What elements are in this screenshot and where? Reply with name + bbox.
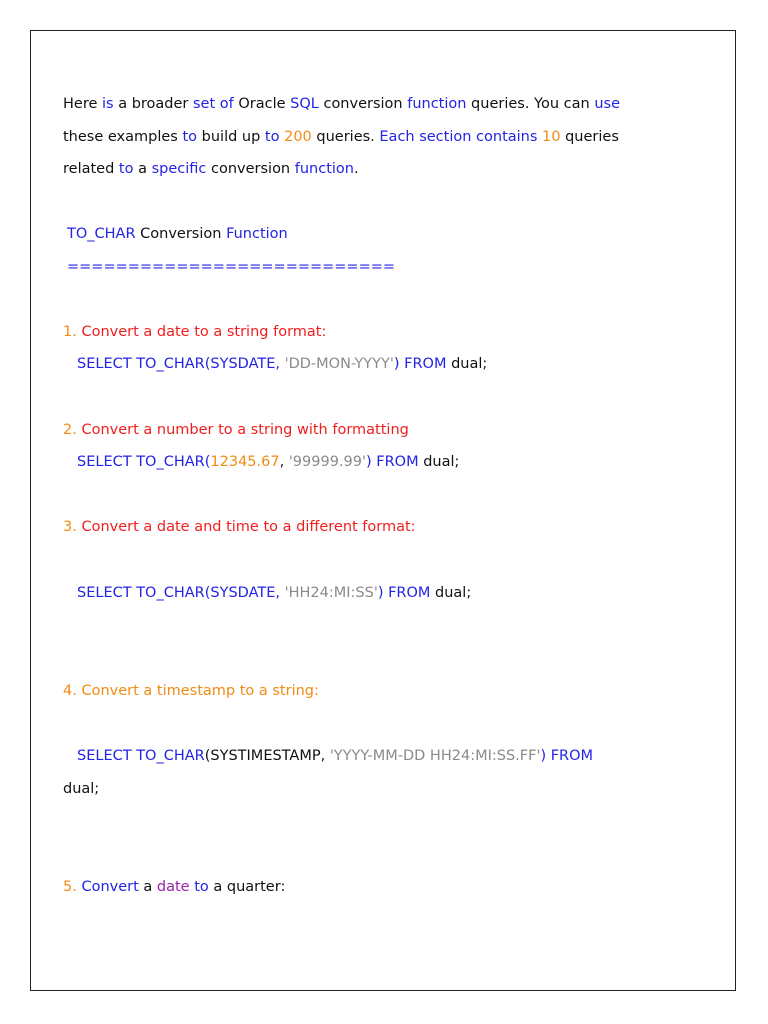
text-line bbox=[67, 257, 395, 277]
text-segment: conversion bbox=[318, 96, 408, 112]
text-segment: Convert bbox=[81, 879, 139, 895]
text-segment: to bbox=[264, 129, 280, 145]
text-line bbox=[77, 354, 487, 374]
text-segment: Convert a number to a string with formatting bbox=[76, 422, 409, 438]
text-segment: SELECT TO_CHAR(SYSDATE, bbox=[77, 585, 285, 601]
text-segment: to bbox=[118, 161, 134, 177]
text-segment: queries bbox=[560, 129, 619, 145]
text-segment: to bbox=[194, 879, 209, 895]
text-segment: 4. Convert a timestamp to a string: bbox=[63, 683, 319, 699]
text-segment: Conversion bbox=[135, 226, 227, 242]
text-segment: to bbox=[182, 129, 198, 145]
text-segment: dual; bbox=[446, 356, 488, 372]
text-segment: a quarter: bbox=[208, 879, 286, 895]
text-line bbox=[63, 159, 359, 179]
text-segment: a bbox=[133, 161, 152, 177]
text-line bbox=[63, 877, 285, 897]
text-segment: ) FROM bbox=[377, 585, 431, 601]
text-segment: Convert a date to a string format: bbox=[76, 324, 327, 340]
text-segment: set of bbox=[193, 96, 234, 112]
text-segment: dual; bbox=[63, 781, 100, 797]
text-line bbox=[77, 452, 459, 472]
text-segment: a bbox=[138, 879, 157, 895]
text-line bbox=[67, 224, 288, 244]
text-segment: Each section contains bbox=[379, 129, 538, 145]
text-segment: use bbox=[594, 96, 620, 112]
text-segment: queries. bbox=[311, 129, 380, 145]
text-segment: 2. bbox=[63, 422, 77, 438]
text-segment: '99999.99' bbox=[288, 454, 366, 470]
text-segment: date bbox=[156, 879, 190, 895]
text-segment: TO_CHAR bbox=[67, 226, 136, 242]
text-segment: SELECT TO_CHAR(SYSDATE, bbox=[77, 356, 285, 372]
text-line bbox=[63, 94, 620, 114]
text-line bbox=[63, 779, 99, 799]
text-segment: Convert a date and time to a different format: bbox=[76, 519, 416, 535]
text-line bbox=[63, 517, 416, 537]
text-segment: 5. bbox=[63, 879, 77, 895]
text-segment: Oracle bbox=[233, 96, 291, 112]
text-line bbox=[63, 127, 619, 147]
text-line bbox=[63, 322, 326, 342]
text-segment: ) FROM bbox=[393, 356, 447, 372]
text-segment: 3. bbox=[63, 519, 77, 535]
text-segment: SELECT TO_CHAR bbox=[77, 748, 205, 764]
text-segment: dual; bbox=[430, 585, 472, 601]
text-segment: 200 bbox=[284, 129, 312, 145]
text-segment: ) FROM bbox=[540, 748, 594, 764]
text-line bbox=[77, 746, 593, 766]
text-segment: ) FROM bbox=[365, 454, 419, 470]
text-segment: 12345.67 bbox=[210, 454, 280, 470]
text-segment: Here bbox=[63, 96, 102, 112]
text-segment: =========================== bbox=[67, 259, 396, 275]
text-line bbox=[63, 681, 319, 701]
text-segment: dual; bbox=[418, 454, 460, 470]
text-segment: related bbox=[63, 161, 119, 177]
text-segment: SQL bbox=[290, 96, 319, 112]
text-segment: conversion bbox=[206, 161, 295, 177]
text-segment: (SYSTIMESTAMP, bbox=[204, 748, 330, 764]
text-segment: , bbox=[279, 454, 289, 470]
text-segment: function bbox=[294, 161, 354, 177]
text-segment: function bbox=[407, 96, 467, 112]
text-line bbox=[77, 583, 471, 603]
text-segment: SELECT TO_CHAR( bbox=[77, 454, 211, 470]
text-segment: build up bbox=[197, 129, 265, 145]
text-segment: . bbox=[353, 161, 359, 177]
text-segment: these examples bbox=[63, 129, 183, 145]
text-segment: 'HH24:MI:SS' bbox=[284, 585, 378, 601]
text-line bbox=[63, 420, 409, 440]
text-segment: 'YYYY-MM-DD HH24:MI:SS.FF' bbox=[329, 748, 541, 764]
text-segment: a broader bbox=[113, 96, 193, 112]
text-segment: 10 bbox=[542, 129, 561, 145]
text-segment: 'DD-MON-YYYY' bbox=[284, 356, 394, 372]
text-segment: queries. You can bbox=[466, 96, 595, 112]
text-segment: Function bbox=[226, 226, 288, 242]
text-segment: specific bbox=[151, 161, 207, 177]
text-segment: is bbox=[102, 96, 114, 112]
text-segment: 1. bbox=[63, 324, 77, 340]
